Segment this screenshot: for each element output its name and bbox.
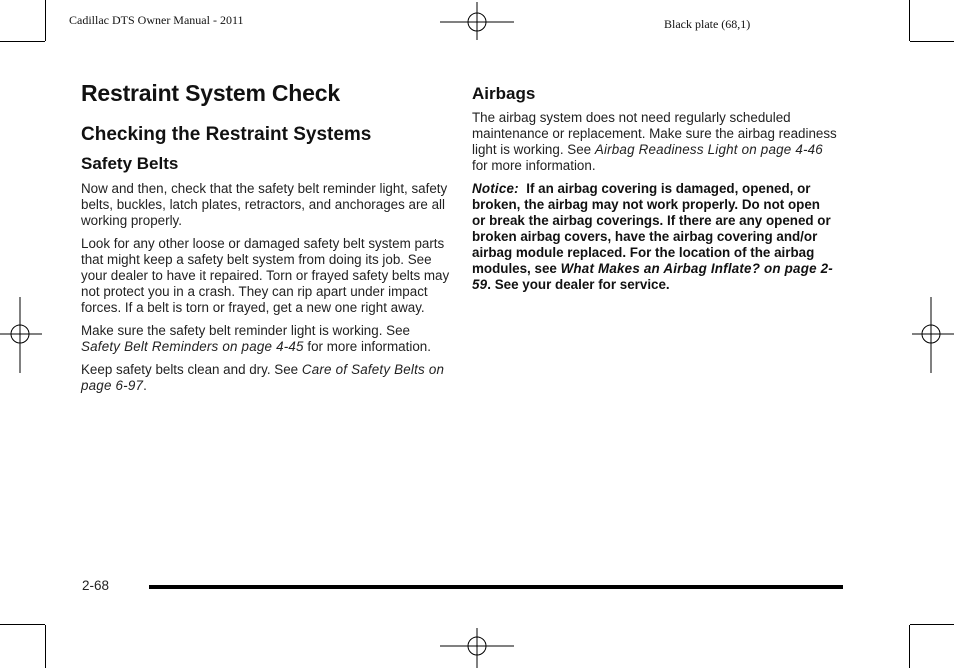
registration-mark-bottom <box>440 626 516 668</box>
care-of-safety-belts-link[interactable]: Care of Safety Belts on page 6-97 <box>81 362 445 393</box>
registration-mark-top <box>440 2 516 42</box>
notice-text: If an airbag covering is damaged, opened, or broken, the airbag may not work properly. Do not open or break the airbag coverings. If there are any opened or broken airbag covers, have the airbag covering and/or airbag module replaced. For the location of the airbag modules, see <box>472 181 835 276</box>
safety-belts-paragraph-1: Now and then, check that the safety belt reminder light, safety belts, buckles, latch plates, retractors, and anchorages are all working properly. <box>81 181 448 228</box>
paragraph-text: Make sure the safety belt reminder light is working. See <box>81 323 410 338</box>
safety-belts-paragraph-2: Look for any other loose or damaged safety belt system parts that might keep a safety belt system from doing its job. See your dealer to have it repaired. Torn or frayed safety belts may not protect you in a crash. They can rip apart under impact forces. If a belt is torn or frayed, get a new one right away. <box>81 236 450 315</box>
paragraph-text: for more information. <box>472 158 596 173</box>
page-number: 2-68 <box>82 578 110 593</box>
paragraph-text: The airbag system does not need regularly scheduled maintenance or replacement. Make sure the airbag readiness light is working. See <box>472 110 837 157</box>
airbag-notice <box>472 181 837 293</box>
what-makes-an-airbag-inflate-link[interactable]: What Makes an Airbag Inflate? on page 2-59 <box>472 261 833 292</box>
notice-text: . See your dealer for service. <box>487 277 670 292</box>
paragraph-text: for more information. <box>303 339 431 354</box>
airbag-readiness-light-link[interactable]: Airbag Readiness Light on page 4-46 <box>594 142 823 157</box>
right-column <box>472 84 837 293</box>
notice-label: Notice: <box>472 181 519 196</box>
registration-mark-right <box>910 297 954 373</box>
airbags-paragraph-1 <box>472 110 837 174</box>
safety-belts-paragraph-4 <box>81 362 451 394</box>
paragraph-text: Keep safety belts clean and dry. See <box>81 362 302 377</box>
paragraph-text: . <box>143 378 147 393</box>
footer-rule <box>149 585 843 589</box>
safety-belts-paragraph-3 <box>81 323 451 355</box>
airbags-heading: Airbags <box>472 84 536 103</box>
safety-belt-reminders-link[interactable]: Safety Belt Reminders on page 4-45 <box>81 339 304 354</box>
section-title: Checking the Restraint Systems <box>81 124 372 145</box>
left-column <box>81 124 451 394</box>
manual-title-header: Cadillac DTS Owner Manual - 2011 <box>69 13 244 27</box>
safety-belts-heading: Safety Belts <box>81 154 179 173</box>
registration-mark-left <box>0 297 44 373</box>
page-title: Restraint System Check <box>81 80 340 106</box>
plate-label-header: Black plate (68,1) <box>664 17 751 31</box>
